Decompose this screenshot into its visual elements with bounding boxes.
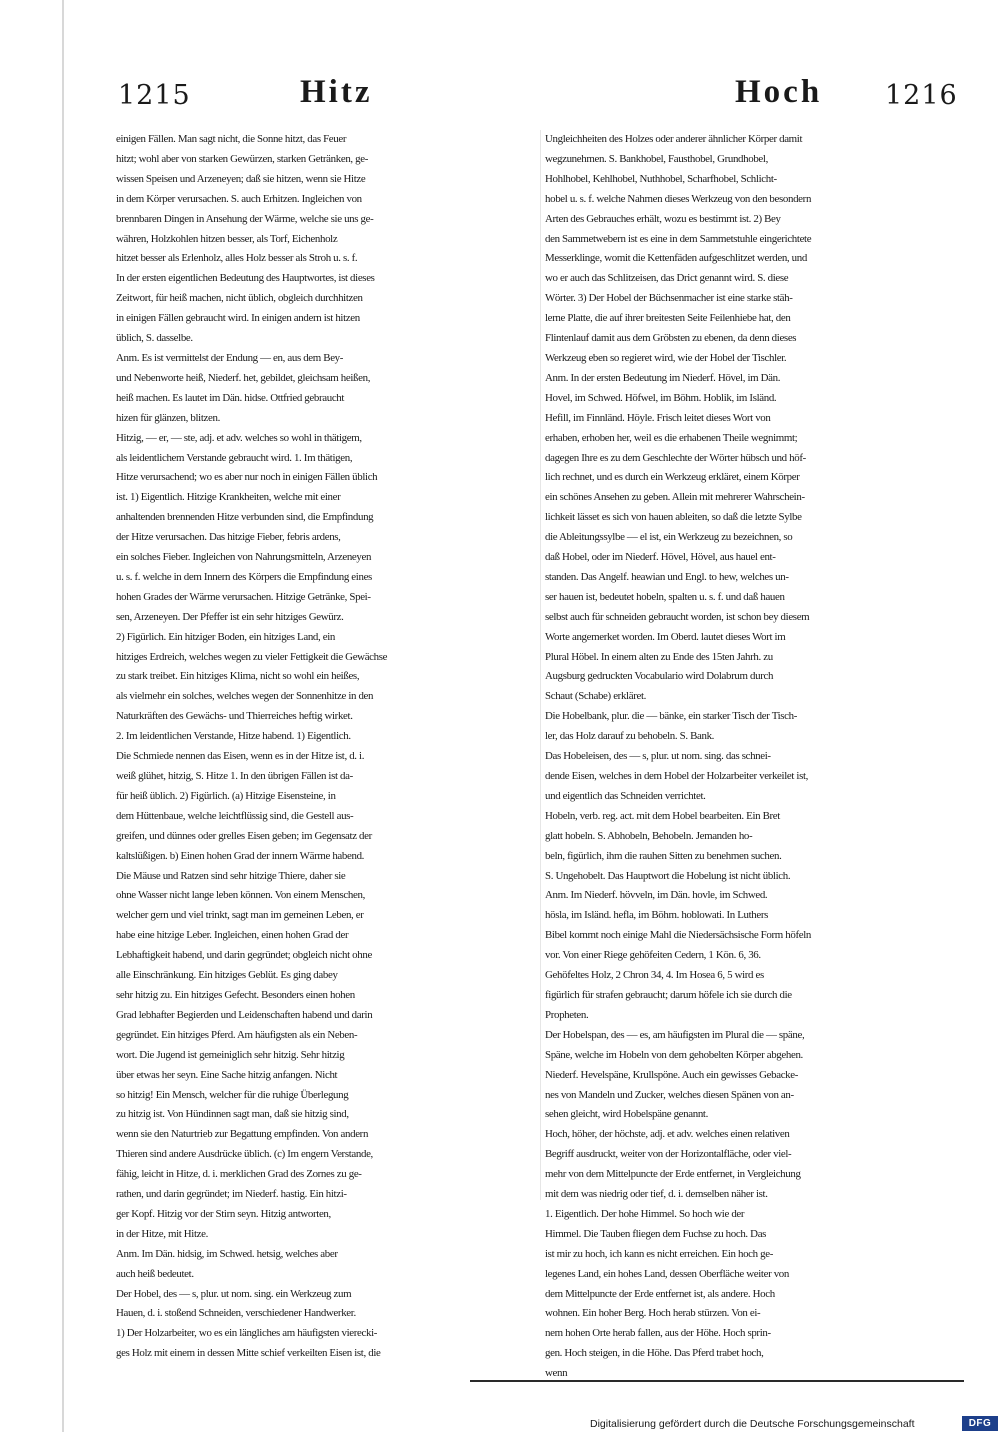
text-line: Augsburg gedruckten Vocabulario wird Dolabrum durch	[545, 670, 774, 683]
text-line: heiß machen. Es lautet im Dän. hidse. Ottfried gebraucht	[116, 391, 345, 404]
text-line: beln, figürlich, ihm die rauhen Sitten zu benehmen suchen.	[545, 849, 782, 862]
text-line: wenn	[545, 1367, 568, 1380]
text-line: erhaben, erhoben her, weil es die erhabenen Theile wegnimmt;	[545, 431, 798, 444]
page-edge-shadow	[62, 0, 64, 1432]
text-line: gen. Hoch steigen, in die Höhe. Das Pferd trabet hoch,	[545, 1347, 764, 1360]
text-line: Die Schmiede nennen das Eisen, wenn es in der Hitze ist, d. i.	[116, 750, 365, 763]
text-line: wo er auch das Schlitzeisen, das Drict genannt wird. S. diese	[545, 272, 789, 285]
text-line: In der ersten eigentlichen Bedeutung des Hauptwortes, ist dieses	[116, 272, 375, 285]
text-line: greifen, und dünnes oder grelles Eisen geben; im Gegensatz der	[116, 829, 372, 842]
text-line: Arten des Gebrauches erhält, wozu es bestimmt ist. 2) Bey	[545, 212, 781, 225]
text-line: nem hohen Orte herab fallen, aus der Höhe. Hoch sprin-	[545, 1327, 771, 1340]
text-line: Die Hobelbank, plur. die — bänke, ein starker Tisch der Tisch-	[545, 710, 798, 723]
text-line: hitziges Erdreich, welches wegen zu vieler Fettigkeit die Gewächse	[116, 650, 388, 663]
text-line: glatt hobeln. S. Abhobeln, Behobeln. Jemanden ho-	[545, 829, 753, 842]
text-line: währen, Holzkohlen hitzen besser, als Torf, Eichenholz	[116, 232, 338, 245]
text-line: anhaltenden brennenden Hitze verbunden sind, die Empfindung	[116, 511, 374, 524]
text-line: Hauen, d. i. stoßend Schneiden, verschiedener Handwerker.	[116, 1307, 356, 1320]
text-line: ohne Wasser nicht lange leben können. Von einem Menschen,	[116, 889, 365, 902]
text-line: auch heiß bedeutet.	[116, 1267, 194, 1280]
text-line: Hohlhobel, Kehlhobel, Nuthhobel, Scharfhobel, Schlicht-	[545, 172, 777, 185]
text-line: wohnen. Ein hoher Berg. Hoch herab stürzen. Von ei-	[545, 1307, 761, 1320]
text-line: welcher gern und viel trinkt, sagt man im gemeinen Leben, er	[116, 909, 364, 922]
text-line: Messerklinge, womit die Kettenfäden aufgeschlitzet werden, und	[545, 252, 807, 265]
text-line: 2. Im leidentlichen Verstande, Hitze habend. 1) Eigentlich.	[116, 730, 351, 743]
text-line: Hefill, im Finnländ. Höyle. Frisch leitet dieses Wort von	[545, 411, 771, 424]
text-line: Späne, welche im Hobeln von dem gehobelten Körper abgehen.	[545, 1048, 803, 1061]
text-line: über etwas her seyn. Eine Sache hitzig anfangen. Nicht	[116, 1068, 338, 1081]
text-line: sen, Arzeneyen. Der Pfeffer ist ein sehr hitziges Gewürz.	[116, 610, 344, 623]
text-line: Schaut (Schabe) erkläret.	[545, 690, 647, 703]
text-line: Worte angemerket worden. Im Oberd. lautet dieses Wort im	[545, 630, 786, 643]
text-line: und Nebenworte heiß, Niederf. het, gebildet, gleichsam heißen,	[116, 371, 371, 384]
text-line: brennbaren Dingen in Ansehung der Wärme, welche sie uns ge-	[116, 212, 374, 225]
text-line: vor. Von einer Riege gehöfeiten Cedern, 1 Kön. 6, 36.	[545, 949, 761, 962]
text-line: Gehöfeltes Holz, 2 Chron 34, 4. Im Hosea 6, 5 wird es	[545, 969, 764, 982]
left-running-headword: Hitz	[300, 74, 373, 110]
text-line: Die Mäuse und Ratzen sind sehr hitzige Thiere, daher sie	[116, 869, 346, 882]
text-line: einigen Fällen. Man sagt nicht, die Sonne hitzt, das Feuer	[116, 133, 347, 145]
text-line: S. Ungehobelt. Das Hauptwort die Hobelung ist nicht üblich.	[545, 869, 791, 882]
text-line: üblich, S. dasselbe.	[116, 332, 193, 345]
right-text-column	[545, 130, 963, 1384]
text-line: ist. 1) Eigentlich. Hitzige Krankheiten, welche mit einer	[116, 491, 341, 504]
text-line: hohen Grades der Wärme verursachen. Hitzige Getränke, Spei-	[116, 590, 371, 603]
text-line: dende Eisen, welches in dem Hobel der Holzarbeiter verkeilet ist,	[545, 770, 809, 782]
text-line: daß Hobel, oder im Niederf. Hövel, Hövel, aus hauel ent-	[545, 551, 776, 564]
text-line: Zeitwort, für heiß machen, nicht üblich, obgleich durchhitzen	[116, 292, 363, 305]
text-line: dem Mittelpuncte der Erde entfernet ist, als andere. Hoch	[545, 1287, 775, 1300]
digitization-credit: Digitalisierung gefördert durch die Deutsche Forschungsgemeinschaft	[590, 1418, 915, 1430]
text-line: Bibel kommt noch einige Mahl die Niedersächsische Form höfeln	[545, 929, 811, 942]
column-divider	[540, 130, 541, 1200]
text-line: Thieren sind andere Ausdrücke üblich. (c) Im engern Verstande,	[116, 1148, 373, 1161]
text-line: alle Einschränkung. Ein hitziges Geblüt. Es ging dabey	[116, 969, 338, 982]
text-line: hösla, im Isländ. hefla, im Böhm. hoblowati. In Luthers	[545, 909, 769, 922]
text-line: zu stark treibet. Ein hitziges Klima, nicht so wohl ein heißes,	[116, 670, 360, 683]
text-line: Hovel, im Schwed. Höfwel, im Böhm. Hoblik, im Isländ.	[545, 391, 777, 404]
text-line: Himmel. Die Tauben fliegen dem Fuchse zu hoch. Das	[545, 1227, 767, 1240]
text-line: Wörter. 3) Der Hobel der Büchsenmacher ist eine starke stäh-	[545, 292, 793, 305]
text-line: Hitze verursachend; wo es aber nur noch in einigen Fällen üblich	[116, 471, 378, 484]
text-line: rathen, und darin gegründet; im Niederf. hastig. Ein hitzi-	[116, 1188, 347, 1201]
text-line: kaltslüßigen. b) Einen hohen Grad der innern Wärme habend.	[116, 849, 365, 862]
text-line: selbst auch für schneiden gebraucht worden, ist schon bey diesem	[545, 610, 810, 623]
text-line: Anm. Im Niederf. hövveln, im Dän. hovle, im Schwed.	[545, 889, 768, 902]
text-line: mit dem was niedrig oder tief, d. i. demselben näher ist.	[545, 1188, 768, 1201]
text-line: ges Holz mit einem in dessen Mitte schief verkeilten Eisen ist, die	[116, 1347, 381, 1360]
text-line: als vielmehr ein solches, welches wegen der Sonnenhitze in den	[116, 690, 374, 703]
text-line: so hitzig! Ein Mensch, welcher für die ruhige Überlegung	[116, 1088, 349, 1101]
text-line: in dem Körper verursachen. S. auch Erhitzen. Ingleichen von	[116, 192, 362, 205]
text-line: fähig, leicht in Hitze, d. i. merklichen Grad des Zornes zu ge-	[116, 1168, 362, 1181]
text-line: gegründet. Ein hitziges Pferd. Am häufigsten als ein Neben-	[116, 1028, 358, 1041]
text-line: weiß glühet, hitzig, S. Hitze 1. In den übrigen Fällen ist da-	[116, 770, 353, 782]
text-line: nes von Mandeln und Zucker, welches diesen Spänen von an-	[545, 1088, 794, 1101]
text-line: Werkzeug eben so regieret wird, wie der Hobel der Tischler.	[545, 351, 787, 364]
text-line: Anm. In der ersten Bedeutung im Niederf. Hövel, im Dän.	[545, 371, 781, 384]
text-line: Hoch, höher, der höchste, adj. et adv. welches einen relativen	[545, 1128, 790, 1141]
text-line: 1) Der Holzarbeiter, wo es ein längliches am häufigsten vierecki-	[116, 1327, 378, 1340]
text-line: Der Hobelspan, des — es, am häufigsten im Plural die — späne,	[545, 1028, 805, 1041]
left-text-column	[116, 130, 534, 1364]
text-line: ein schönes Ansehen zu geben. Allein mit mehrerer Wahrschein-	[545, 491, 805, 504]
text-line: habe eine hitzige Leber. Ingleichen, einen hohen Grad der	[116, 929, 349, 942]
text-line: für heiß üblich. 2) Figürlich. (a) Hitzige Eisensteine, in	[116, 789, 336, 802]
text-line: Propheten.	[545, 1008, 589, 1021]
text-line: 2) Figürlich. Ein hitziger Boden, ein hitziges Land, ein	[116, 630, 336, 643]
text-line: Anm. Es ist vermittelst der Endung — en, aus dem Bey-	[116, 351, 344, 364]
text-line: Ungleichheiten des Holzes oder anderer ähnlicher Körper damit	[545, 133, 803, 145]
text-line: wissen Speisen und Arzeneyen; daß sie hitzen, wenn sie Hitze	[116, 172, 366, 185]
text-line: in einigen Fällen gebraucht wird. In einigen andern ist hitzen	[116, 312, 360, 325]
text-line: die Ableitungssylbe — el ist, ein Werkzeug zu bezeichnen, so	[545, 531, 793, 544]
text-line: standen. Das Angelf. heawian und Engl. to hew, welches un-	[545, 570, 789, 583]
text-line: dem Hüttenbaue, welche leichtflüssig sind, die Gestell aus-	[116, 809, 354, 822]
text-line: lerne Platte, die auf ihrer breitesten Seite Feilenhiebe hat, den	[545, 312, 791, 325]
text-line: hizen für glänzen, blitzen.	[116, 411, 220, 424]
text-line: hitzt; wohl aber von starken Gewürzen, starken Getränken, ge-	[116, 152, 369, 165]
text-line: und eigentlich das Schneiden verrichtet.	[545, 789, 706, 802]
dfg-logo-badge: DFG	[962, 1416, 998, 1431]
text-line: hitzet besser als Erlenholz, alles Holz besser als Stroh u. s. f.	[116, 252, 358, 265]
text-line: Flintenlauf damit aus dem Gröbsten zu ebenen, da denn dieses	[545, 332, 797, 345]
text-line: Anm. Im Dän. hidsig, im Schwed. hetsig, welches aber	[116, 1247, 338, 1260]
text-line: sehen gleicht, wird Hobelspäne genannt.	[545, 1108, 708, 1121]
text-line: den Sammetwebern ist es eine in dem Sammetstuhle eingerichtete	[545, 232, 812, 245]
text-line: Grad lebhafter Begierden und Leidenschaften habend und darin	[116, 1008, 373, 1021]
text-line: mehr von dem Mittelpuncte der Erde entfernet, in Vergleichung	[545, 1168, 801, 1181]
text-line: Das Hobeleisen, des — s, plur. ut nom. sing. das schnei-	[545, 750, 771, 763]
text-line: wenn sie den Naturtrieb zur Begattung empfinden. Von andern	[116, 1128, 369, 1141]
text-line: als leidentlichem Verstande gebraucht wird. 1. Im thätigen,	[116, 451, 353, 464]
text-line: Der Hobel, des — s, plur. ut nom. sing. ein Werkzeug zum	[116, 1287, 352, 1300]
left-page-number: 1215	[118, 80, 191, 111]
text-line: legenes Land, ein hohes Land, dessen Oberfläche weiter von	[545, 1267, 790, 1280]
text-line: wort. Die Jugend ist gemeiniglich sehr hitzig. Sehr hitzig	[116, 1048, 345, 1061]
text-line: Naturkräften des Gewächs- und Thierreiches heftig wirket.	[116, 710, 353, 723]
text-line: zu hitzig ist. Von Hündinnen sagt man, daß sie hitzig sind,	[116, 1108, 349, 1121]
text-line: Begriff ausdruckt, weiter von der Horizontalfläche, oder viel-	[545, 1148, 792, 1161]
text-line: ist mir zu hoch, ich kann es nicht erreichen. Ein hoch ge-	[545, 1247, 773, 1260]
text-line: Hobeln, verb. reg. act. mit dem Hobel bearbeiten. Ein Bret	[545, 809, 780, 822]
text-line: 1. Eigentlich. Der hohe Himmel. So hoch wie der	[545, 1207, 745, 1220]
text-line: in der Hitze, mit Hitze.	[116, 1227, 209, 1240]
text-line: ser hauen ist, bedeutet hobeln, spalten u. s. f. und daß hauen	[545, 590, 785, 603]
text-line: Plural Höbel. In einem alten zu Ende des 15ten Jahrh. zu	[545, 650, 773, 663]
text-line: Hitzig, — er, — ste, adj. et adv. welches so wohl in thätigem,	[116, 431, 362, 444]
text-line: wegzunehmen. S. Bankhobel, Fausthobel, Grundhobel,	[545, 152, 768, 165]
text-line: ler, das Holz darauf zu behobeln. S. Bank.	[545, 730, 715, 743]
text-line: der Hitze verursachen. Das hitzige Fieber, febris ardens,	[116, 531, 341, 544]
text-line: figürlich für strafen gebraucht; darum höfele ich sie durch die	[545, 988, 792, 1001]
bottom-rule	[470, 1380, 964, 1382]
text-line: sehr hitzig zu. Ein hitziges Gefecht. Besonders einen hohen	[116, 988, 355, 1001]
text-line: hobel u. s. f. welche Nahmen dieses Werkzeug von den besondern	[545, 192, 812, 205]
text-line: lich rechnet, und es durch ein Werkzeug erkläret, einem Körper	[545, 471, 800, 484]
text-line: Niederf. Hevelspäne, Krullspöne. Auch ein gewisses Gebacke-	[545, 1068, 799, 1081]
right-page-number: 1216	[885, 80, 958, 111]
text-line: ger Kopf. Hitzig vor der Stirn seyn. Hitzig antworten,	[116, 1207, 331, 1220]
text-line: dagegen Ihre es zu dem Geschlechte der Wörter hübsch und höf-	[545, 451, 806, 464]
text-line: lichkeit lässet es sich von hauen ableiten, so daß die letzte Sylbe	[545, 511, 802, 524]
text-line: u. s. f. welche in dem Innern des Körpers die Empfindung eines	[116, 570, 372, 583]
right-running-headword: Hoch	[735, 74, 823, 110]
text-line: Lebhaftigkeit habend, und darin gegründet; obgleich nicht ohne	[116, 949, 372, 962]
text-line: ein solches Fieber. Ingleichen von Nahrungsmitteln, Arzeneyen	[116, 551, 372, 564]
